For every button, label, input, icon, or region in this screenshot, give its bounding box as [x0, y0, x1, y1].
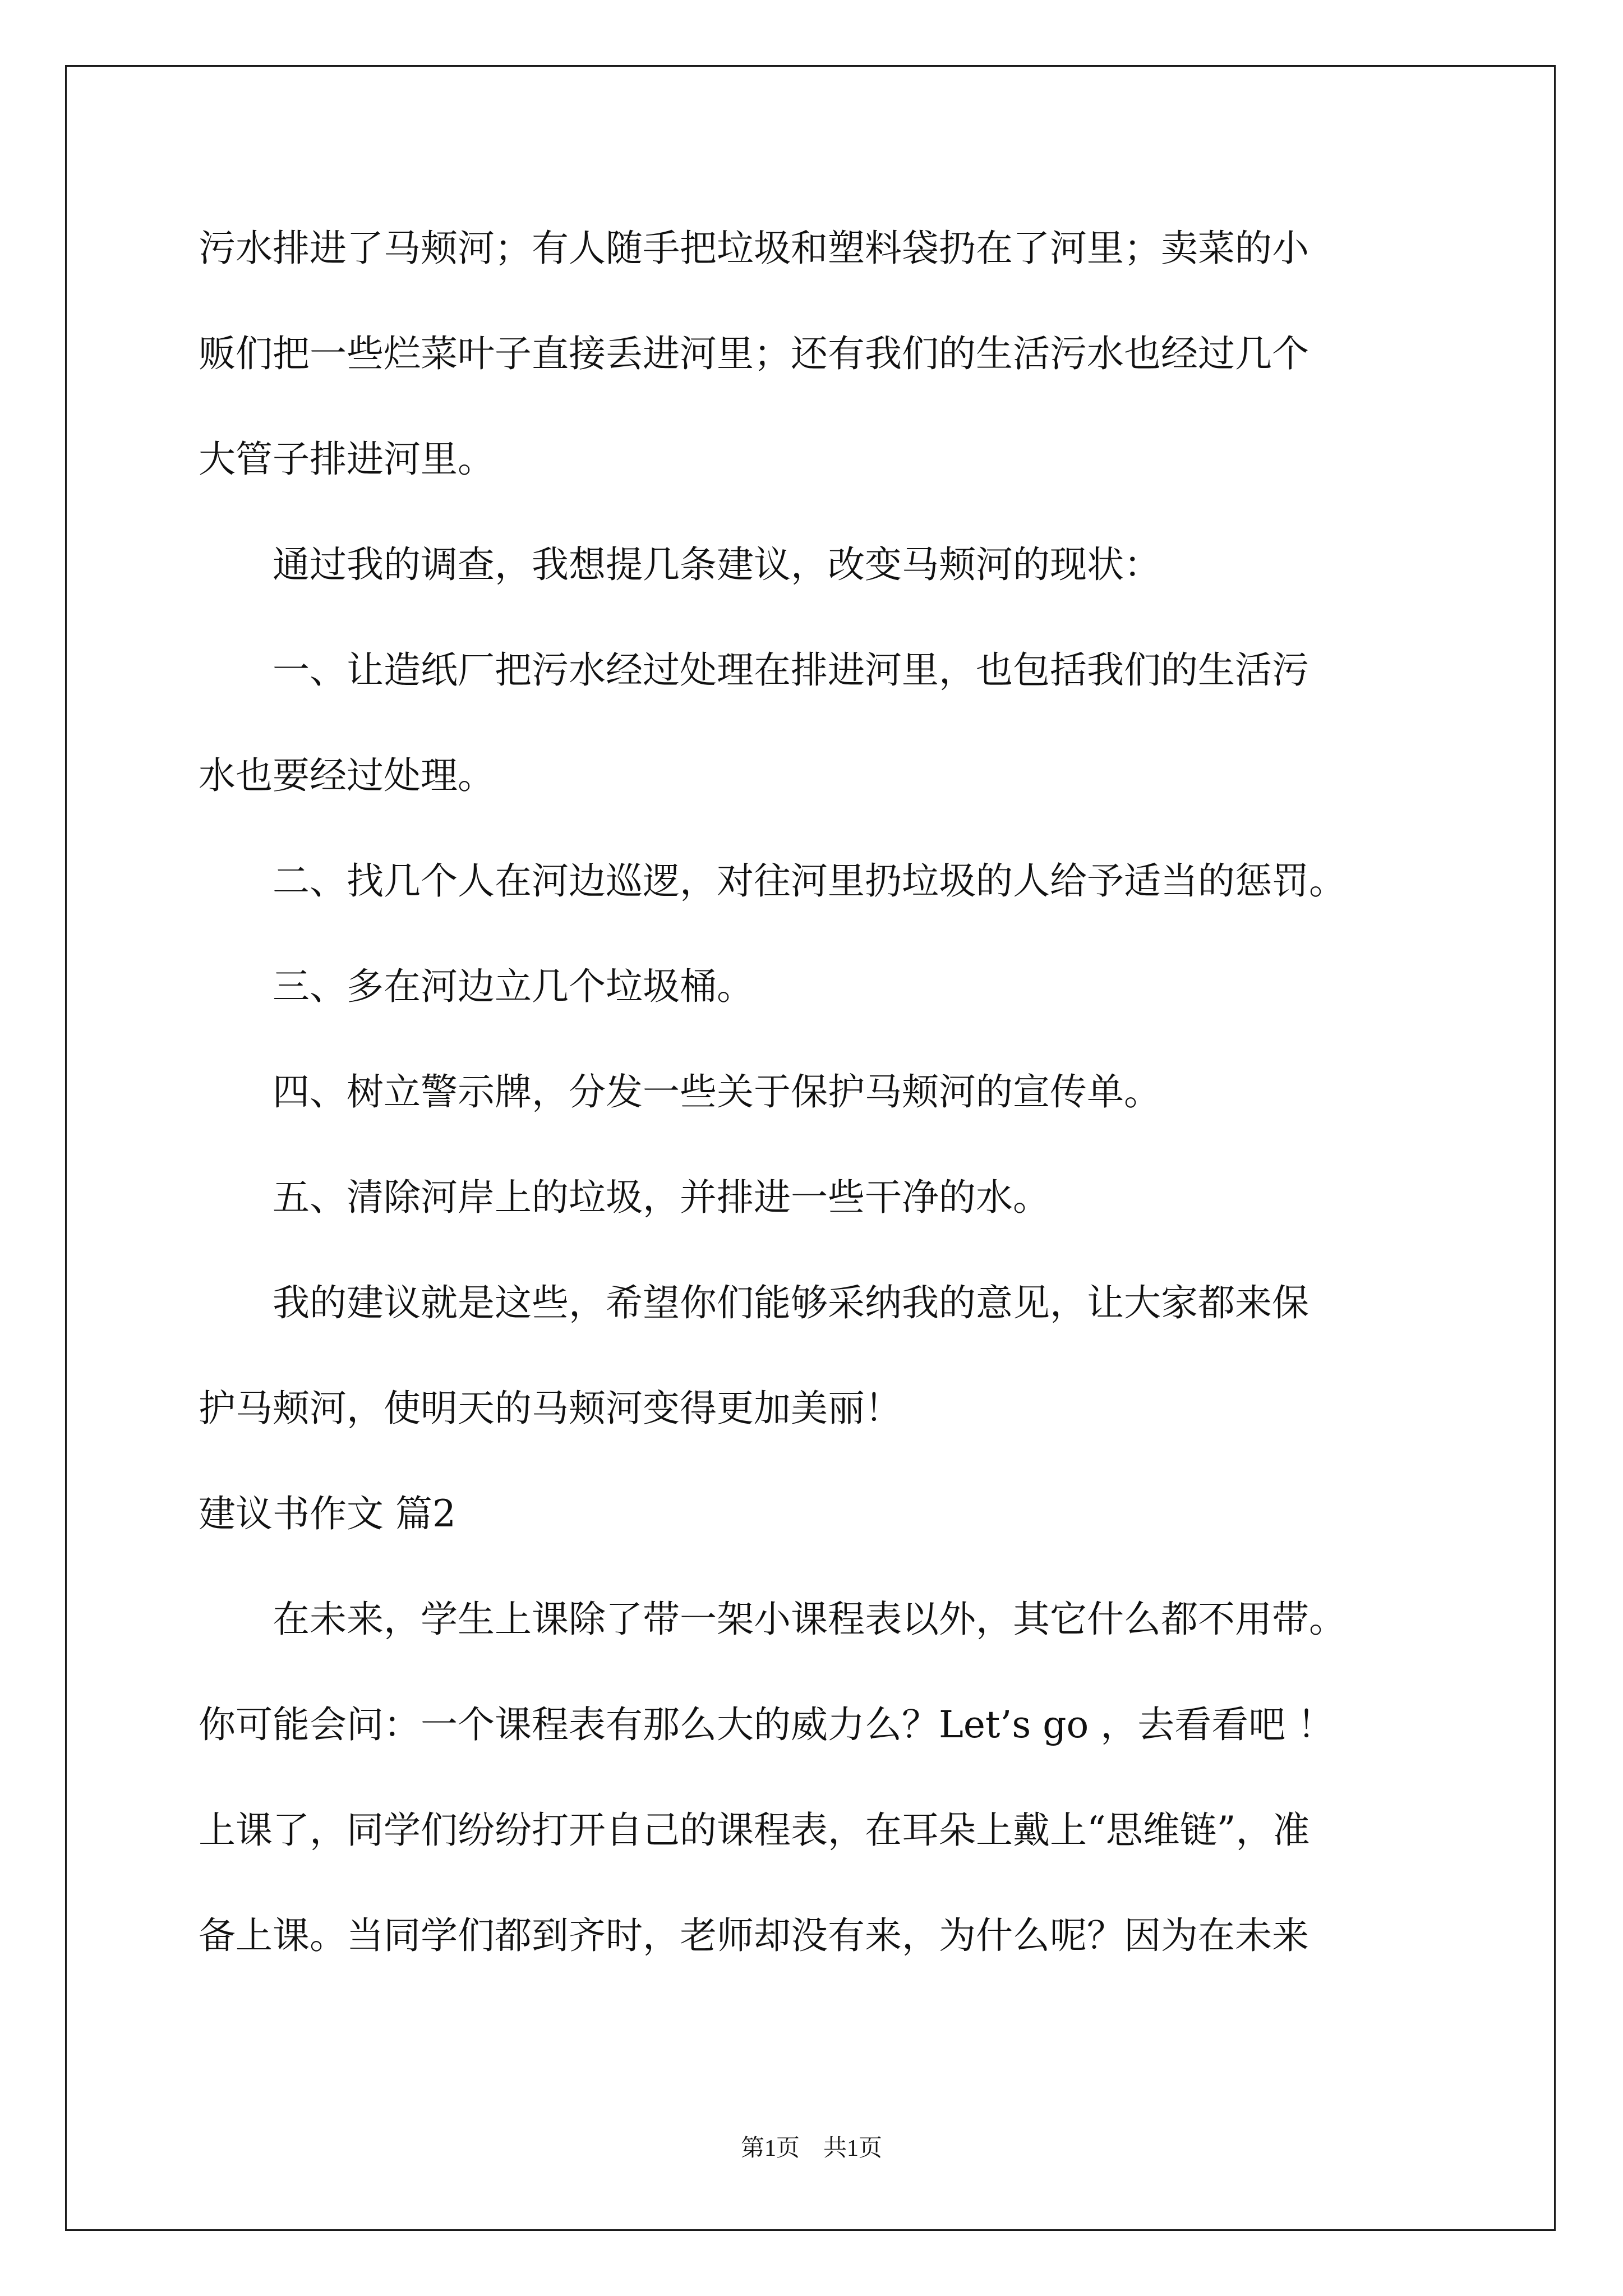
text-line: 污水排进了马颊河；有人随手把垃圾和塑料袋扔在了河里；卖菜的小 [199, 227, 1309, 270]
text-line: 二、找几个人在河边巡逻，对往河里扔垃圾的人给予适当的惩罚。 [199, 859, 1346, 903]
text-line: 三、多在河边立几个垃圾桶。 [199, 965, 754, 1008]
section-heading: 建议书作文 篇2 [199, 1492, 456, 1535]
text-line: 我的建议就是这些，希望你们能够采纳我的意见，让大家都来保 [199, 1281, 1309, 1324]
text-line: 大管子排进河里。 [199, 438, 495, 481]
page-border [65, 65, 1556, 2231]
text-line: 水也要经过处理。 [199, 754, 495, 797]
text-line: 五、清除河岸上的垃圾，并排进一些干净的水。 [199, 1176, 1050, 1219]
text-line: 在未来，学生上课除了带一架小课程表以外，其它什么都不用带。 [199, 1598, 1346, 1641]
text-line: 贩们把一些烂菜叶子直接丢进河里；还有我们的生活污水也经过几个 [199, 332, 1309, 375]
text-line: 一、让造纸厂把污水经过处理在排进河里，也包括我们的生活污 [199, 648, 1309, 692]
text-line: 护马颊河，使明天的马颊河变得更加美丽！ [199, 1387, 902, 1430]
page-number-footer: 第1页 共1页 [740, 2136, 882, 2161]
text-line: 通过我的调查，我想提几条建议，改变马颊河的现状： [199, 543, 1161, 586]
text-line: 上课了，同学们纷纷打开自己的课程表，在耳朵上戴上“思维链”，准 [199, 1809, 1310, 1852]
text-line: 四、树立警示牌，分发一些关于保护马颊河的宣传单。 [199, 1070, 1161, 1114]
text-line: 备上课。当同学们都到齐时，老师却没有来，为什么呢？因为在未来 [199, 1914, 1309, 1957]
text-line: 你可能会问：一个课程表有那么大的威力么？Let’s go ，去看看吧 ！ [199, 1703, 1335, 1746]
